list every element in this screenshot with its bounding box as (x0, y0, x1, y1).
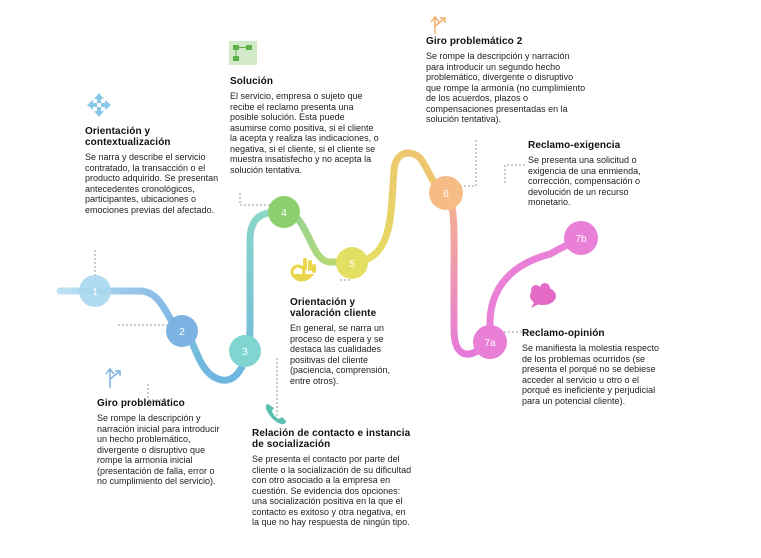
block-turn2-body: Se rompe la descripción y narración para introducir un segundo hecho problemático, divergente o disruptivo que rompe la armonía (no cumplimiento de los acuerdos, plazos o compensaciones presentadas en la solución tentativa). (426, 51, 586, 124)
node-2 (166, 315, 198, 347)
node-7a (473, 325, 507, 359)
block-solution-title: Solución (230, 76, 274, 87)
node-3 (229, 335, 261, 367)
node-3-label: 3 (242, 347, 248, 358)
node-7a-label: 7a (484, 338, 496, 349)
block-assessment-body: En general, se narra un proceso de espera y se destaca las cualidades positivas del cliente (paciencia, comprensión, entre otros). (290, 323, 391, 386)
block-contact (252, 428, 412, 528)
block-opinion-body: Se manifiesta la molestia respecto de los problemas ocurridos (se presenta el porqué no se debiese acceder al servicio u otro o el porqué es ineficiente y perjudicial para un potencial cliente). (522, 343, 660, 406)
speech-bubble-icon (530, 283, 556, 308)
block-orientation-title: Orientación y contextualización (85, 126, 171, 148)
node-5 (336, 247, 368, 279)
block-turn2 (426, 36, 586, 125)
block-solution-body: El servicio, empresa o sujeto que recibe el reclamo presenta una posible solución. Esta puede asumirse como positiva, si el cliente la acepta y realiza las indicaciones, o negativa, si el cliente, si el cliente se muestra insatisfecho y no acepta la solución tentativa. (230, 91, 379, 175)
block-contact-body: Se presenta el contacto por parte del cliente o la socialización de su dificultad con otro asociado a la empresa en cuestión. Se evidencia dos opciones: una socialización positiva en la que el contacto es exitoso y otra negativa, en la que no hay respuesta de ningún tipo. (252, 454, 412, 527)
crosshair-arrows-icon (87, 93, 111, 117)
node-4-label: 4 (281, 208, 287, 219)
block-orientation (85, 126, 225, 215)
block-demand (528, 140, 668, 208)
branch-arrow-icon-2 (106, 369, 120, 388)
block-turn1 (97, 398, 227, 487)
node-1 (79, 275, 111, 307)
block-demand-body: Se presenta una solicitud o exigencia de una enmienda, corrección, compensación o devolución de un recurso monetario. (528, 155, 641, 207)
flowchart-icon (229, 41, 257, 65)
node-7b-label: 7b (575, 234, 587, 245)
node-7b (564, 221, 598, 255)
node-5-label: 5 (349, 259, 355, 270)
block-contact-title: Relación de contacto e instancia de socialización (252, 428, 411, 450)
block-turn1-title: Giro problemático (97, 398, 185, 409)
block-assessment-title: Orientación y valoración cliente (290, 297, 377, 319)
block-assessment (290, 297, 402, 386)
node-6-label: 6 (443, 189, 449, 200)
phone-icon (266, 404, 286, 424)
block-demand-title: Reclamo-exigencia (528, 140, 621, 151)
ok-hand-icon (292, 258, 316, 282)
block-opinion-title: Reclamo-opinión (522, 328, 605, 339)
block-turn1-body: Se rompe la descripción y narración inicial para introducir un hecho problemático, divergente o disruptivo que rompe la armonía inicial (presentación de falla, error o no cumplimiento del servicio). (97, 413, 220, 486)
node-4 (268, 196, 300, 228)
branch-arrow-icon (431, 17, 445, 34)
block-solution (230, 76, 380, 175)
block-orientation-body: Se narra y describe el servicio contratado, la transacción o el producto adquirido. Se presentan antecedentes cronológicos, participantes, ubicaciones o emociones previas del afectado. (85, 152, 219, 215)
node-1-label: 1 (92, 287, 98, 298)
node-2-label: 2 (179, 327, 185, 338)
block-turn2-title: Giro problemático 2 (426, 36, 523, 47)
node-6 (429, 176, 463, 210)
block-opinion (522, 328, 667, 406)
